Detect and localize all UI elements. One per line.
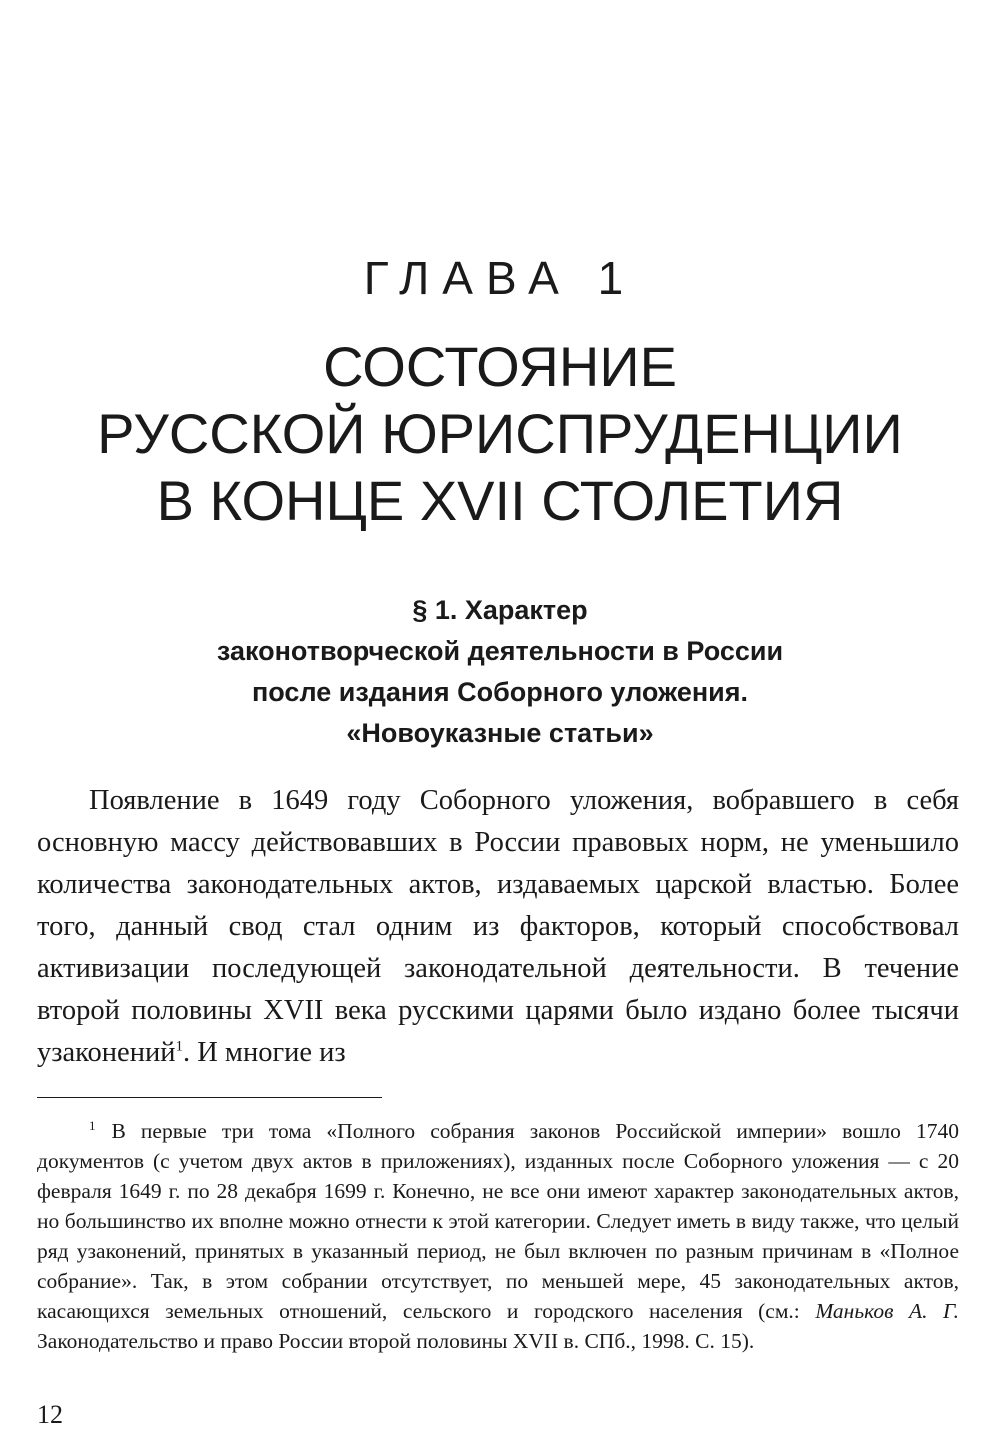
page-number: 12: [37, 1400, 63, 1429]
section-title-line-4: «Новоуказные статьи»: [346, 718, 654, 748]
section-title-line-2: законотворческой деятельности в России: [216, 636, 784, 666]
footnote-mark: 1: [89, 1117, 96, 1133]
chapter-label: ГЛАВА 1: [363, 252, 637, 304]
footnote-text-before-author: В первые три тома «Полного собрания законов Российской империи» вошло 1740 документов (с учетом двух актов в приложениях), изданных после Соборного уложения — с 20 февраля 1649 г. по 28 декабря 1699 г. Конечно, не все они имеют характер законодательных актов, но большинство их вполне можно отнести к этой категории. Следует иметь в виду также, что целый ряд узаконений, принятых в указанный период, не был включен по разным причинам в «Полное собрание». Так, в этом собрании отсутствует, по меньшей мере, 45 законодательных актов, касающихся земельных отношений, сельского и городского населения (см.:: [37, 1119, 959, 1323]
section-title: [0, 590, 1000, 754]
chapter-title-line-3: В КОНЦЕ XVII СТОЛЕТИЯ: [156, 469, 844, 532]
footnote-author: Маньков А. Г.: [815, 1299, 959, 1323]
chapter-title-line-2: РУССКОЙ ЮРИСПРУДЕНЦИИ: [97, 402, 903, 465]
body-paragraph-text: Появление в 1649 году Соборного уложения, вобравшего в себя основную массу действовавших в России правовых норм, не уменьшило количества законодательных актов, издаваемых царской властью. Более того, данный свод стал одним из факторов, который способствовал активизации последующей законодательной деятельности. В течение второй половины XVII века русскими царями было издано более тысячи узаконений: [37, 785, 959, 1068]
body-paragraph-tail: . И многие из: [182, 1037, 346, 1068]
footnote-divider: [37, 1097, 382, 1098]
footnote-text-after-author: Законодательство и право России второй половины XVII в. СПб., 1998. С. 15).: [37, 1329, 755, 1353]
section-title-line-1: § 1. Характер: [412, 595, 588, 625]
footnote-reference[interactable]: 1: [175, 1038, 183, 1055]
section-title-line-3: после издания Соборного уложения.: [251, 677, 748, 707]
chapter-title: [0, 333, 1000, 534]
chapter-title-line-1: СОСТОЯНИЕ: [323, 335, 677, 398]
footnote: [37, 1116, 959, 1356]
body-paragraph: [37, 780, 959, 1074]
